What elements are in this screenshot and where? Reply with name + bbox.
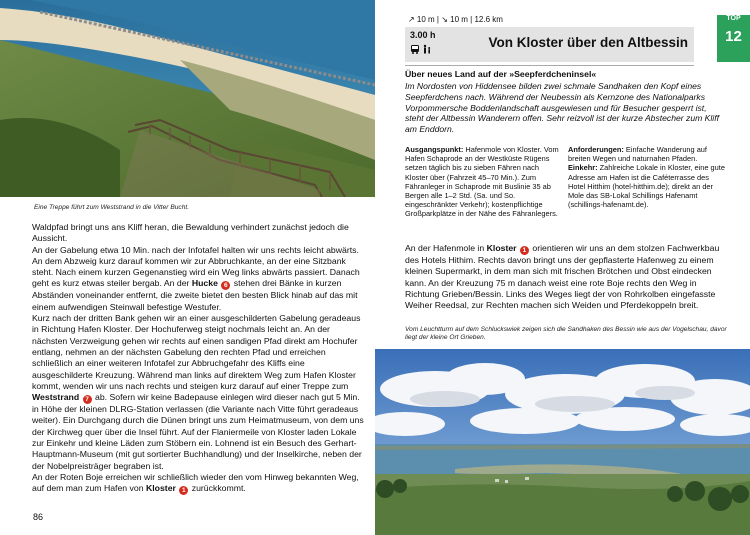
- photo-caption: Vom Leuchtturm auf dem Schluckswiek zeigen sich die Sandhaken des Bessin wie aus der Vogelschau, davor liegt der kleine Ort Grieben.: [405, 326, 727, 341]
- bold-term: Kloster: [145, 483, 176, 494]
- divider: [405, 65, 694, 66]
- paragraph: An der Hafenmole in Kloster 1 orientieren wir uns an dem stolzen Fachwerkbau des Hotels Hithim. Rechts davon bringt uns der gepflasterte Hafenweg zu einem kleinen Supermarkt, in dem man sich mit frischen Brötchen und Obst eindecken kann. An der Kreuzung 75 m danach weist eine rote Boje rechts den Weg in Richtung Grieben/Bessin. Links des Weges liegt der von Rohrkolben eingefasste Weiher Reedsal, zur Rechten machen sich Weiden und Pferdekoppeln breit.: [405, 243, 720, 311]
- paragraph: Kurz nach der dritten Bank gehen wir an einer ausgeschilderten Gabelung geradeaus in Richtung Hafen Kloster. Der Hochuferweg steigt nochmals leicht an. An der nächsten Verzweigung gehen wir rechts auf einen sandigen Pfad direkt am Hochufer entlang, nehmen an der nächsten Gabelung den rechten Pfad und erreichen schließlich an einer weiteren Infotafel zur Abbruchgefahr des Kliffs eine ausgeschilderte Kreuzung. Während man links auf direktem Weg zum Hafen Kloster kommt, wenden wir uns nach rechts und steigen kurz darauf auf einer Treppe zum Weststrand 7 ab. Sofern wir keine Badepause einlegen wird dieser nach gut 5 Min. in Höhe der kleinen DLRG-Station verlassen (die Variante nach Vitte führt geradeaus weiter). Ein Durchgang durch die Dünen bringt uns zum Heimatmuseum, von dem uns der Kirchweg quer über die Insel führt. Auf der Flaniermeile von Kloster laden Lokale zur Einkehr und kleine Läden zum Stöbern ein. Lohnend ist ein Besuch des Gerhart-Hauptmann-Museum (mit gut sortierter Buchhandlung) und der Inselkirche, neben der der Nobelpreisträger begraben ist.: [32, 313, 364, 471]
- intro-text: Im Nordosten von Hiddensee bilden zwei schmale Sandhaken den Kopf eines Seepferdchens nach. Während der Neubessin als Kernzone des Nationalparks Vorpommersche Boddenlandschaft ausgewiesen und für Besucher gesperrt ist, steht der Altbessin Wanderern offen. Sehr reizvoll ist der kurze Abstecher zum Kliff am Enddorn.: [405, 81, 719, 135]
- top-label: TOP: [717, 15, 750, 22]
- paragraph: An der Roten Boje erreichen wir schließlich wieder den vom Hinweg bekannten Weg, auf dem man zum Hafen von Kloster 1 zurückkommt.: [32, 471, 359, 495]
- paragraph: An der Gabelung etwa 10 Min. nach der Infotafel halten wir uns rechts leicht abwärts. An dem Abzweig kurz darauf kommen wir zur Abbruchkante, an der eine Sitzbank steht. Nach einem kurzen Gegenanstieg wird ein Weg links abwärts passiert. Danach geht es kurz etwas steiler bergab. An der Hucke 6 stehen drei Bänke in kurzen Abständen voneinander entfernt, die zweite bietet den besten Blick hinab auf das mit einem aufwendigen Steinwall befestige Westufer.: [32, 244, 360, 312]
- waypoint-marker: 6: [221, 281, 230, 290]
- route-title: Von Kloster über den Altbessin: [488, 35, 688, 50]
- right-page: [375, 0, 750, 535]
- bus-icon: [410, 44, 420, 57]
- waypoint-marker: 1: [520, 246, 529, 255]
- bold-term: Hucke: [191, 278, 218, 289]
- photo-caption: Eine Treppe führt zum Weststrand in die Vitter Bucht.: [34, 204, 190, 211]
- bold-term: Einkehr:: [568, 163, 598, 173]
- top-tour-tab: [717, 15, 750, 62]
- duration: 3.00 h: [410, 30, 436, 40]
- bold-term: Weststrand: [32, 392, 80, 403]
- bessin-aerial-photo: [375, 349, 750, 535]
- beach-staircase-photo: [0, 0, 375, 197]
- route-header-box: [405, 27, 694, 62]
- requirements-info: Anforderungen: Einfache Wanderung auf breiten Wegen und naturnahen Pfaden. Einkehr: Zahlreiche Lokale in Kloster, eine gute Adresse am Hafen ist die Caféterrasse des Hotel Hitthim (hotel-hitthim.de); direkt an der Mole das SB-Lokal Schillings Hafenamt (schillings-hafenamt.de).: [568, 145, 725, 210]
- route-stats: ↗ 10 m | ↘ 10 m | 12.6 km: [408, 15, 503, 24]
- route-description: [32, 222, 365, 495]
- paragraph: Waldpfad bringt uns ans Kliff heran, die Bewaldung verhindert zunächst jedoch die Aussicht.: [32, 222, 349, 244]
- page-number: 86: [33, 512, 44, 522]
- waypoint-marker: 7: [83, 395, 92, 404]
- family-icon: [422, 44, 432, 57]
- bold-term: Kloster: [486, 243, 517, 253]
- bold-term: Anforderungen:: [568, 145, 624, 154]
- start-point-info: Ausgangspunkt: Hafenmole von Kloster. Vom Hafen Schaprode an der Westküste Rügens setzen täglich bis zu sieben Fähren nach Kloster über (Fahrzeit 45–70 Min.). Zum Fähranleger in Schaprode mit Buslinie 35 ab Bergen alle 1–2 Std. (Sa. und So. eingeschränkter Verkehr); kostenpflichtige Großparkplätze in der Nähe des Fähranlegers.: [405, 145, 559, 219]
- intro-heading: Über neues Land auf der »Seepferdcheninsel«: [405, 69, 597, 79]
- waypoint-marker: 1: [179, 486, 188, 495]
- bold-term: Ausgangspunkt:: [405, 145, 464, 154]
- route-description: [405, 243, 727, 311]
- tour-number: 12: [725, 28, 742, 45]
